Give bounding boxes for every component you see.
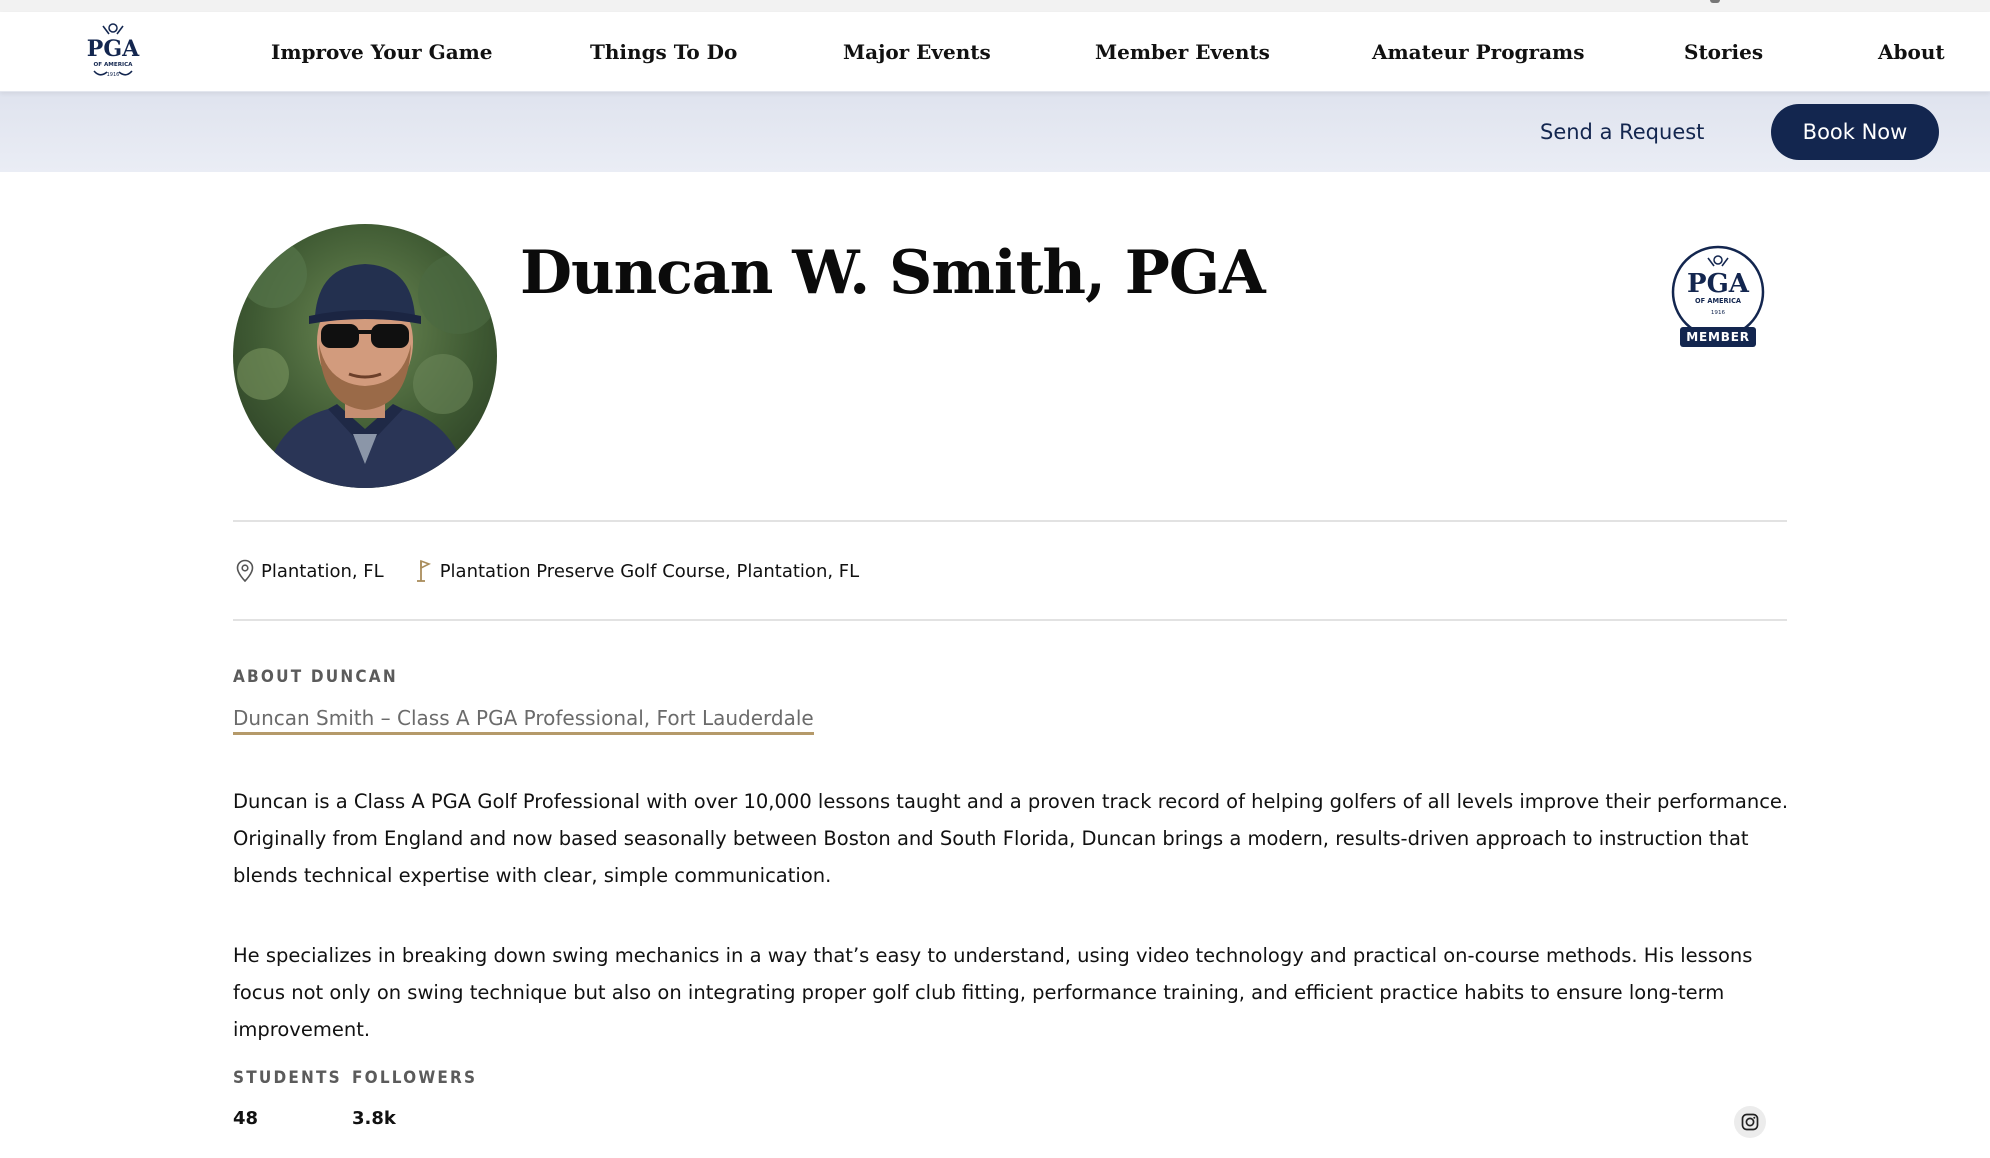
nav-amateur-programs[interactable]: Amateur Programs [1372,40,1585,64]
svg-text:PGA: PGA [1687,269,1749,299]
top-edge-marker [1710,0,1720,3]
send-request-link[interactable]: Send a Request [1540,120,1705,144]
pga-member-badge-icon [1670,243,1766,349]
nav-things-to-do[interactable]: Things To Do [590,40,738,64]
svg-text:PGA: PGA [86,36,140,62]
book-now-button[interactable]: Book Now [1771,104,1939,160]
map-pin-icon [233,557,257,585]
about-title-link[interactable]: Duncan Smith – Class A PGA Professional, Fort Lauderdale [233,706,814,735]
students-label: STUDENTS [233,1068,342,1088]
nav-member-events[interactable]: Member Events [1095,40,1270,64]
main-navigation [0,12,1990,92]
svg-text:1916: 1916 [106,72,120,78]
profile-name: Duncan W. Smith, PGA [520,238,1265,308]
nav-stories[interactable]: Stories [1684,40,1764,64]
svg-text:1916: 1916 [1710,310,1726,316]
followers-label: FOLLOWERS [352,1068,478,1088]
pga-member-badge [1670,243,1766,349]
nav-major-events[interactable]: Major Events [843,40,991,64]
about-heading: ABOUT DUNCAN [233,667,398,687]
location-row [233,555,859,587]
browser-top-strip [0,0,1990,12]
students-count: 48 [233,1108,259,1129]
profile-photo [233,224,497,488]
pga-logo-icon [80,20,146,86]
profile-action-bar [0,92,1990,172]
golf-flag-icon [412,557,436,585]
location-text: Plantation, FL [261,560,384,582]
facility-link[interactable]: Plantation Preserve Golf Course, Plantation, FL [439,560,860,582]
nav-improve-your-game[interactable]: Improve Your Game [271,40,493,64]
location-divider [233,619,1787,621]
svg-text:OF AMERICA: OF AMERICA [1694,297,1742,305]
followers-count: 3.8k [352,1108,396,1129]
svg-text:OF AMERICA: OF AMERICA [93,62,133,68]
about-paragraph-1: Duncan is a Class A PGA Golf Professional with over 10,000 lessons taught and a proven track record of helping golfers of all levels improve their performance. Originally from England and now based seasonally between Boston and South Florida, Duncan brings a modern, results-driven approach to instruction that blends technical expertise with clear, simple communication. [233,790,1789,887]
about-paragraph-2: He specializes in breaking down swing mechanics in a way that’s easy to understand, using video technology and practical on-course methods. His lessons focus not only on swing technique but also on integrating proper golf club fitting, performance training, and efficient practice habits to ensure long-term improvement. [233,944,1753,1041]
header-divider [233,520,1787,522]
pga-logo[interactable] [80,20,146,86]
svg-text:MEMBER: MEMBER [1686,330,1750,344]
instagram-button[interactable] [1734,1106,1766,1138]
instagram-icon [1741,1113,1759,1131]
nav-about[interactable]: About [1878,40,1945,64]
profile-avatar [233,224,497,488]
